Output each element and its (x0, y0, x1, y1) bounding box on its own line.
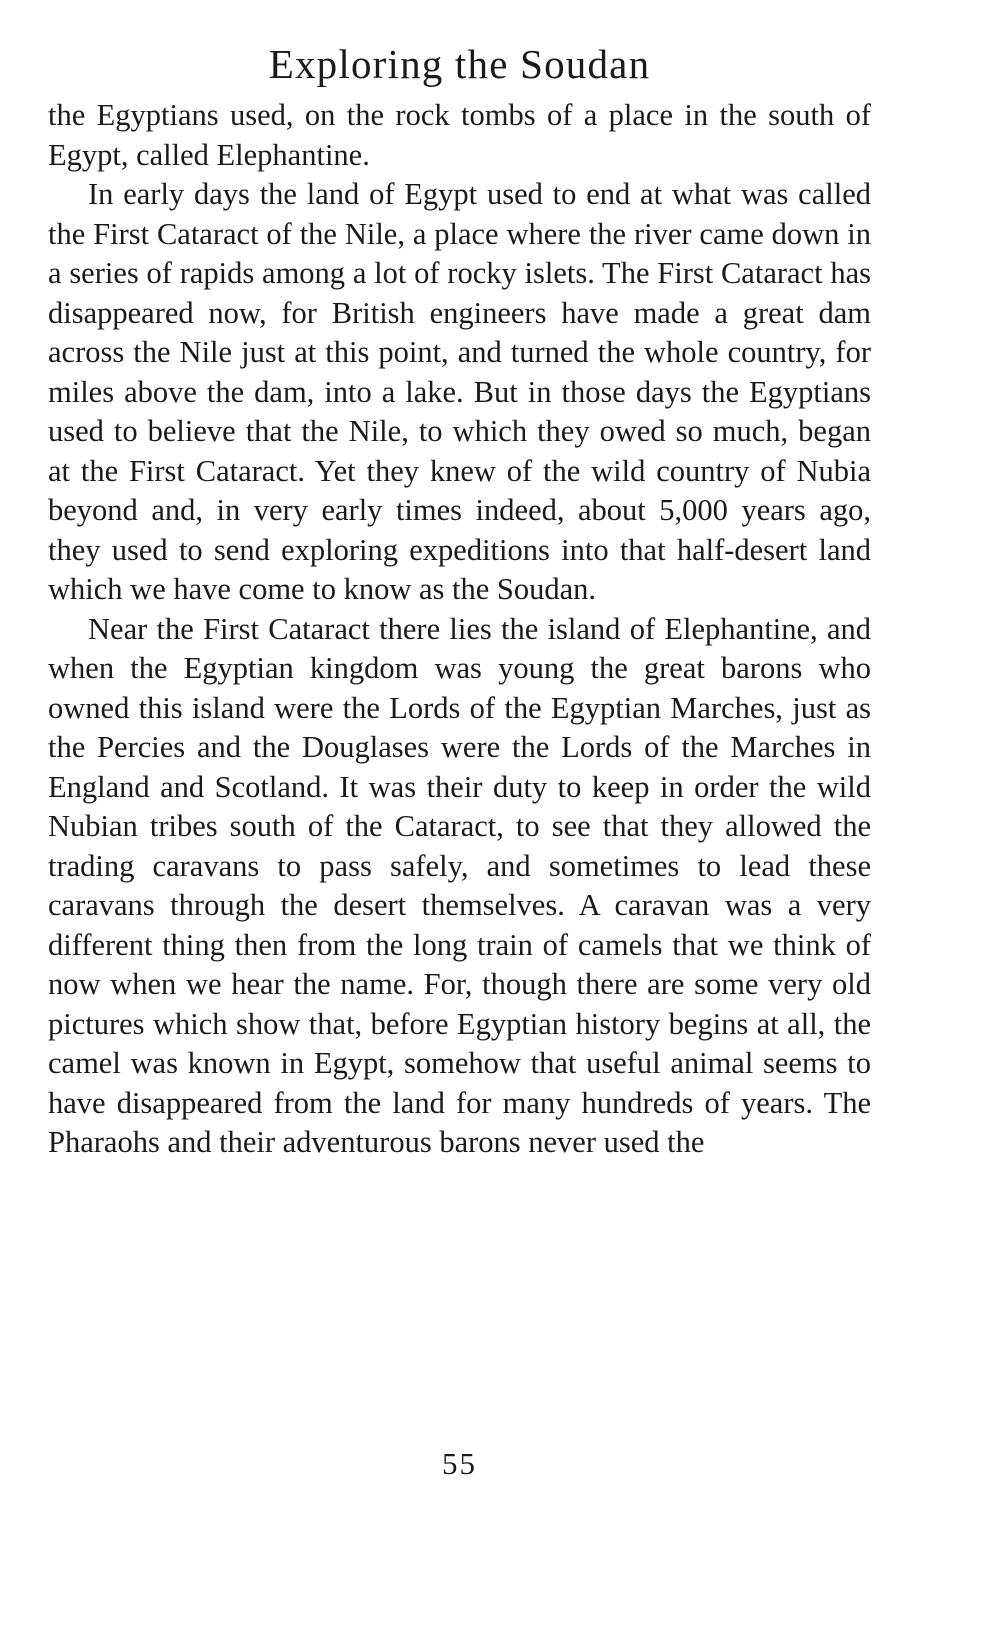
paragraph-1: the Egyptians used, on the rock tombs of a place in the south of Egypt, called Elephantine. (48, 98, 871, 172)
book-page (48, 38, 871, 1163)
body-text (48, 96, 871, 1163)
paragraph-3: Near the First Cataract there lies the island of Elephantine, and when the Egyptian kingdom was young the great barons who owned this island were the Lords of the Egyptian Marches, just as the Percies and the Douglases were the Lords of the Marches in England and Scotland. It was their duty to keep in order the wild Nubian tribes south of the Cataract, to see that they allowed the trading caravans to pass safely, and sometimes to lead these caravans through the desert themselves. A caravan was a very different thing then from the long train of camels that we think of now when we hear the name. For, though there are some very old pictures which show that, before Egyptian history begins at all, the camel was known in Egypt, somehow that useful animal seems to have disappeared from the land for many hundreds of years. The Pharaohs and their adventurous barons never used the (48, 611, 871, 1159)
page-number: 55 (442, 1446, 477, 1481)
running-head: Exploring the Soudan (268, 41, 651, 87)
paragraph-2: In early days the land of Egypt used to end at what was called the First Cataract of the Nile, a place where the river came down in a series of rapids among a lot of rocky islets. The First Cataract has disappeared now, for British engineers have made a great dam across the Nile just at this point, and turned the whole country, for miles above the dam, into a lake. But in those days the Egyptians used to believe that the Nile, to which they owed so much, began at the First Cataract. Yet they knew of the wild country of Nubia beyond and, in very early times indeed, about 5,000 years ago, they used to send exploring expeditions into that half-desert land which we have come to know as the Soudan. (48, 177, 871, 606)
